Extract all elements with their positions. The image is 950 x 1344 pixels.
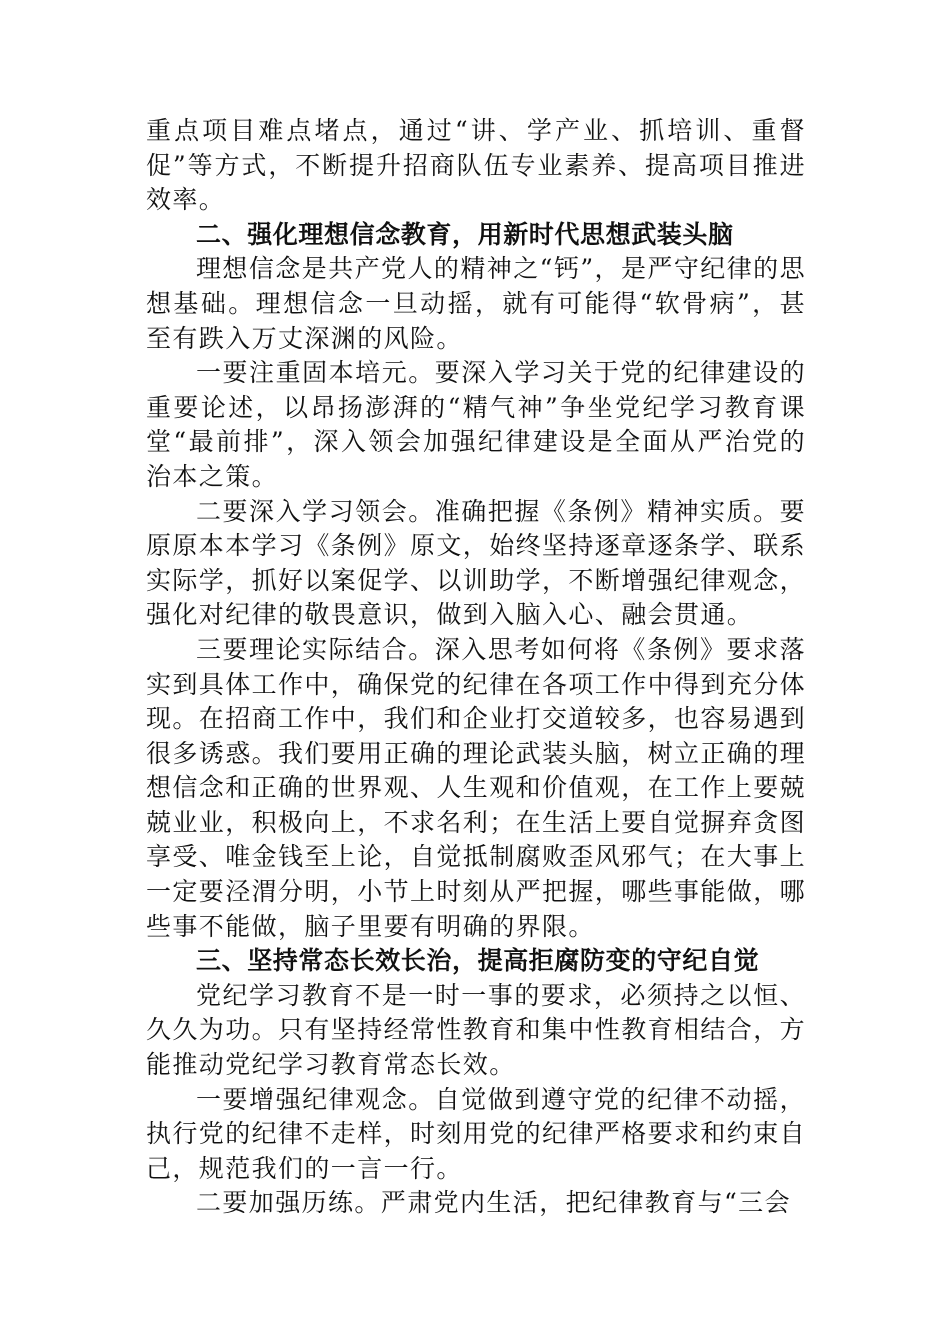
section-heading-3: 三、坚持常态长效长治，提高拒腐防变的守纪自觉 — [196, 946, 760, 976]
paragraph-point-1: 一要注重固本培元。要深入学习关于党的纪律建设的重要论述，以昂扬澎湃的“精气神”争坐党纪学习教育课堂“最前排”，深入领会加强纪律建设是全面从严治党的治本之策。 — [146, 358, 806, 491]
paragraph-point-2: 二要深入学习领会。准确把握《条例》精神实质。要原原本本学习《条例》原文，始终坚持逐章逐条学、联系实际学，抓好以案促学、以训助学，不断增强纪律观念，强化对纪律的敬畏意识，做到入脑入心、融会贯通。 — [146, 496, 807, 630]
paragraph-point-3: 三要理论实际结合。深入思考如何将《条例》要求落实到具体工作中，确保党的纪律在各项工作中得到充分体现。在招商工作中，我们和企业打交道较多，也容易遇到很多诱惑。我们要用正确的理论武装头脑，树立正确的理想信念和正确的世界观、人生观和价值观，在工作上要兢兢业业，积极向上，不求名利；在生活上要自觉摒弃贪图享受、唯金钱至上论，自觉抵制腐败歪风邪气；在大事上一定要泾渭分明，小节上时刻从严把握，哪些事能做，哪些事不能做，脑子里要有明确的界限。 — [146, 634, 807, 941]
paragraph-continuation: 重点项目难点堵点，通过“讲、学产业、抓培训、重督促”等方式，不断提升招商队伍专业素养、提高项目推进效率。 — [146, 116, 806, 215]
paragraph-discipline-point-1: 一要增强纪律观念。自觉做到遵守党的纪律不动摇，执行党的纪律不走样，时刻用党的纪律严格要求和约束自己，规范我们的一言一行。 — [146, 1084, 807, 1183]
section-heading-2: 二、强化理想信念教育，用新时代思想武装头脑 — [196, 219, 734, 249]
document-body — [146, 114, 806, 1221]
paragraph-ideals-intro: 理想信念是共产党人的精神之“钙”，是严守纪律的思想基础。理想信念一旦动摇，就有可能得“软骨病”，甚至有跌入万丈深渊的风险。 — [146, 254, 806, 353]
paragraph-discipline-intro: 党纪学习教育不是一时一事的要求，必须持之以恒、久久为功。只有坚持经常性教育和集中性教育相结合，方能推动党纪学习教育常态长效。 — [146, 980, 807, 1080]
paragraph-discipline-point-2: 二要加强历练。严肃党内生活，把纪律教育与“三会 — [196, 1188, 791, 1218]
